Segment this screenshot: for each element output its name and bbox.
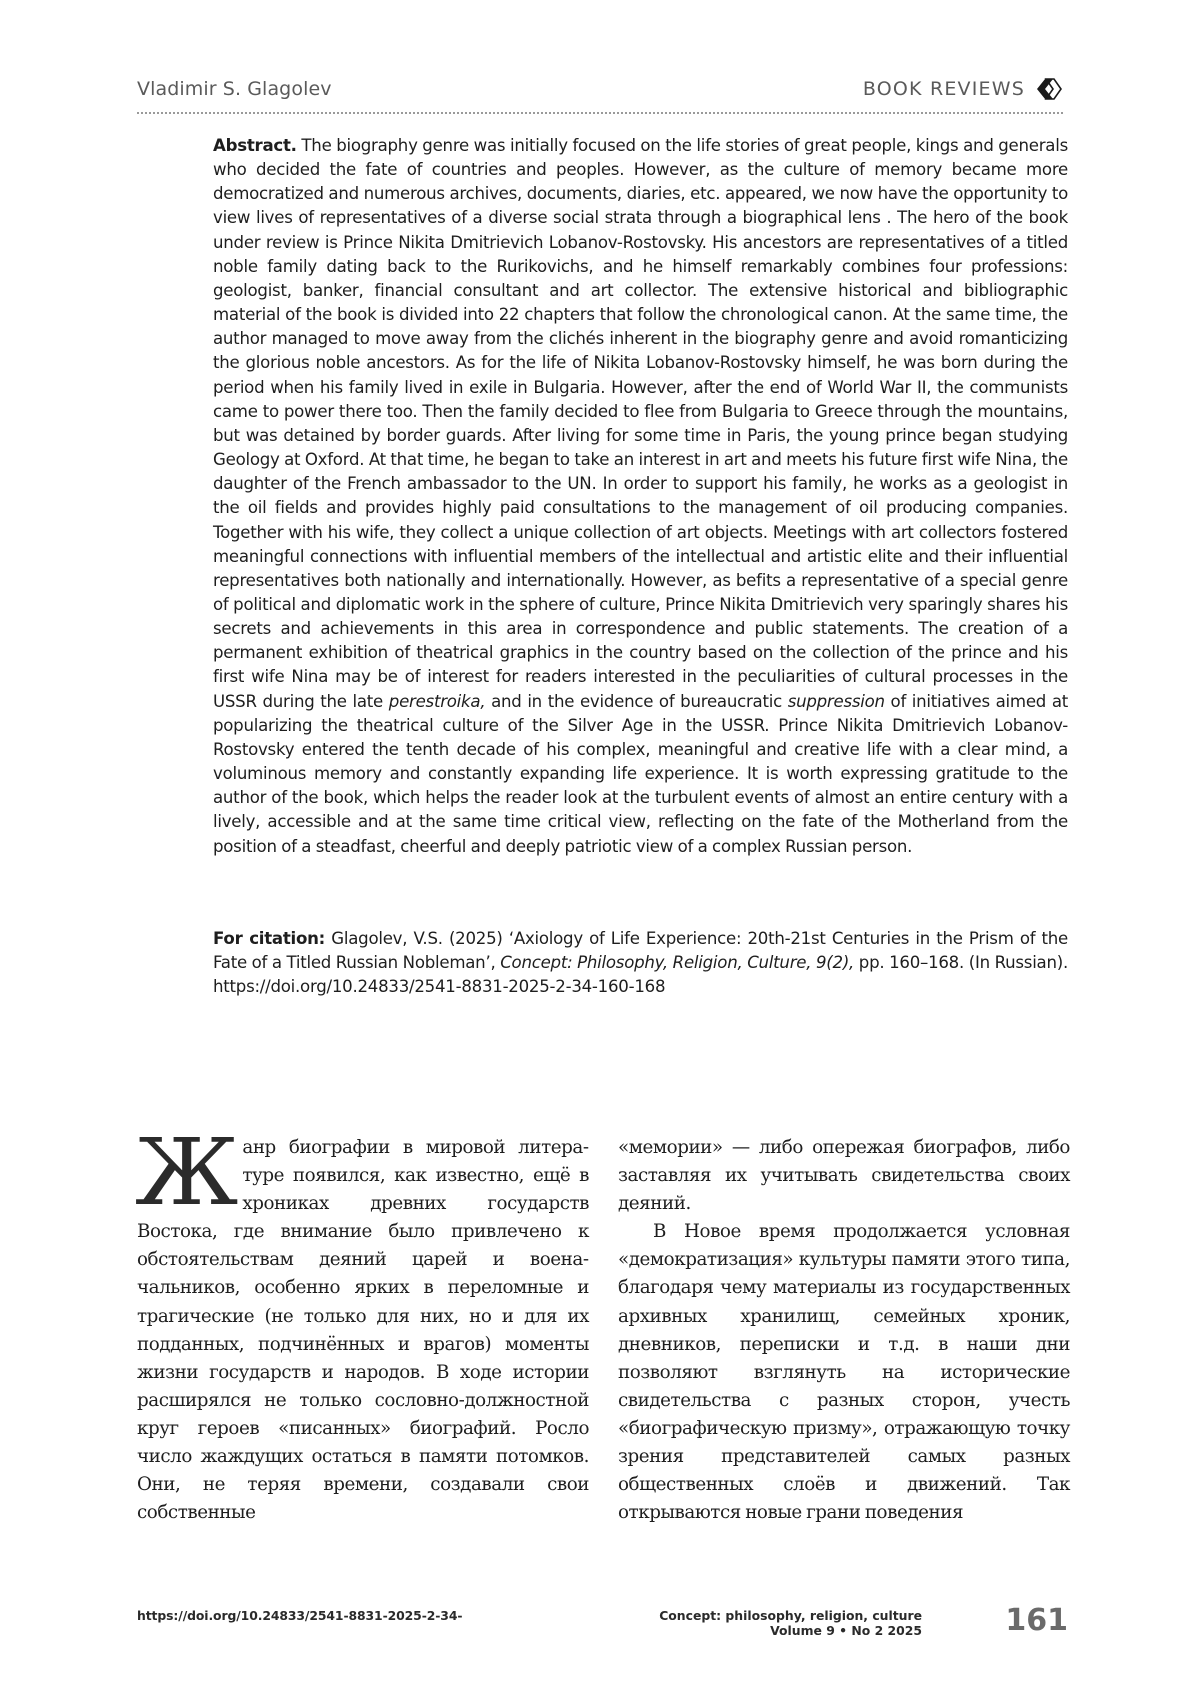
citation-paragraph bbox=[213, 927, 1068, 999]
abstract-italic-suppression: suppression bbox=[787, 691, 885, 711]
abstract-label: Abstract. bbox=[213, 136, 297, 155]
citation-label: For citation: bbox=[213, 929, 326, 948]
abstract-text-1: The biography genre was initially focused on the life stories of great people, kings and generals who decided the fate of countries and peoples. However, as the culture of memory became more democratized and numerous archives, documents, diaries, etc. appeared, we now have the opportunity to view lives of representatives of a diverse social strata through a biographical lens . The hero of the book under review is Prince Nikita Dmitrievich Lobanov-Rostovsky. His ancestors are representatives of a titled noble family dating back to the Rurikovichs, and he himself remarkably combines four professions: geologist, banker, financial consultant and art collector. The extensive historical and bibliographic material of the book is divided into 22 chapters that follow the chronological canon. At the same time, the author managed to move away from the clichés inherent in the biography genre and avoid romanticizing the glorious noble ancestors. As for the life of Nikita Lobanov-Rostovsky himself, he was born during the period when his family lived in exile in Bulgaria. However, after the end of World War II, the communists came to power there too. Then the family decided to flee from Bulgaria to Greece through the mountains, but was detained by border guards. After living for some time in Paris, the young prince began studying Geology at Oxford. At that time, he began to take an interest in art and meets his future first wife Nina, the daughter of the French ambassador to the UN. In order to support his family, he works as a geologist in the oil fields and provides highly paid consultations to the management of oil producing companies. Together with his wife, they collect a unique collection of art objects. Meetings with art collectors fostered meaningful connections with influential members of the intellectual and artistic elite and their influential representatives both nationally and internationally. However, as befits a representative of a special genre of political and diplomatic work in the sphere of culture, Prince Nikita Dmitrievich very sparingly shares his secrets and achievements in this area in correspondence and public statements. The creation of a permanent exhibition of theatrical graphics in the country based on the collection of the prince and his first wife Nina may be of interest for readers interested in the peculiarities of cultural processes in the USSR during the late bbox=[213, 136, 1068, 711]
drop-cap: Ж bbox=[135, 1119, 237, 1226]
citation-journal: Concept: Philosophy, Religion, Culture, 9(2), bbox=[500, 953, 855, 973]
page-number: 161 bbox=[1005, 1603, 1068, 1638]
left-paragraph bbox=[135, 1119, 589, 1527]
footer-journal bbox=[640, 1608, 922, 1638]
footer-journal-issue: Volume 9 • No 2 2025 bbox=[770, 1623, 922, 1638]
footer-journal-title: Concept: philosophy, religion, culture bbox=[659, 1608, 922, 1623]
body-columns bbox=[135, 1119, 1070, 1527]
right-paragraph-1: «мемории» — либо опережая биографов, либо заставляя их учитывать свидетельства своих деяний. bbox=[618, 1137, 1070, 1215]
citation bbox=[213, 927, 1068, 999]
abstract-text-3: of initiatives aimed at popularizing the theatrical culture of the Silver Age in the USSR. Prince Nikita Dmitrievich Lobanov-Rostovsky entered the tenth decade of his complex, meaningful and creative life with a clear mind, a voluminous memory and constantly expanding life experience. It is worth expressing gratitude to the author of the book, which helps the reader look at the turbulent events of almost an entire century with a lively, accessible and at the same time critical view, reflecting on the fate of the Motherland from the position of a steadfast, cheerful and deeply patriotic view of a complex Russian person. bbox=[213, 691, 1068, 856]
right-paragraph-2: В Новое время продолжается условная «демократизация» культуры памяти этого типа, благодаря чему материалы из государственных архивных хранилищ, семейных хроник, дневников, переписки и т.д. в наши дни позволяют взглянуть на исторические свидетельства с разных сторон, учесть «биографическую призму», отражающую точку зрения представителей самых разных общественных слоёв и движений. Так открываются новые грани поведения bbox=[618, 1221, 1070, 1524]
abstract-text-2: and in the evidence of bureaucratic bbox=[485, 691, 788, 711]
abstract-italic-perestroika: perestroika, bbox=[388, 691, 486, 711]
header-section-label: BOOK REVIEWS bbox=[862, 78, 1025, 100]
book-icon bbox=[1033, 76, 1063, 102]
left-column-text: анр биографии в мировой литературе появился, как известно, ещё в хрониках древних государств Востока, где внимание было привлечено к обстоятельствам деяний царей и военачальников, особенно ярких в переломные и трагические (не только для них, но и для их подданных, подчинённых и врагов) моменты жизни государств и народов. В ходе истории расширялся не только сословно-должностной круг героев «писанных» биографий. Росло число жаждущих остаться в памяти потомков. Они, не теряя времени, создавали свои собственные bbox=[137, 1137, 589, 1524]
header-section bbox=[863, 76, 1063, 102]
right-column bbox=[618, 1134, 1070, 1527]
left-column bbox=[135, 1119, 589, 1527]
running-header bbox=[137, 72, 1063, 114]
citation-text-1: Glagolev, V.S. (2025) ‘Axiology of Life Experience: 20th-21st Centuries in the Prism of the Fate of a Titled Russian Nobleman’, bbox=[213, 929, 1068, 973]
footer-doi[interactable]: https://doi.org/10.24833/2541-8831-2025-2-34- bbox=[137, 1608, 463, 1623]
abstract bbox=[213, 134, 1068, 859]
header-author: Vladimir S. Glagolev bbox=[137, 78, 332, 100]
abstract-paragraph bbox=[213, 134, 1068, 859]
citation-text-2[interactable]: pp. 160–168. (In Russian). https://doi.org/10.24833/2541-8831-2025-2-34-160-168 bbox=[213, 953, 1068, 997]
